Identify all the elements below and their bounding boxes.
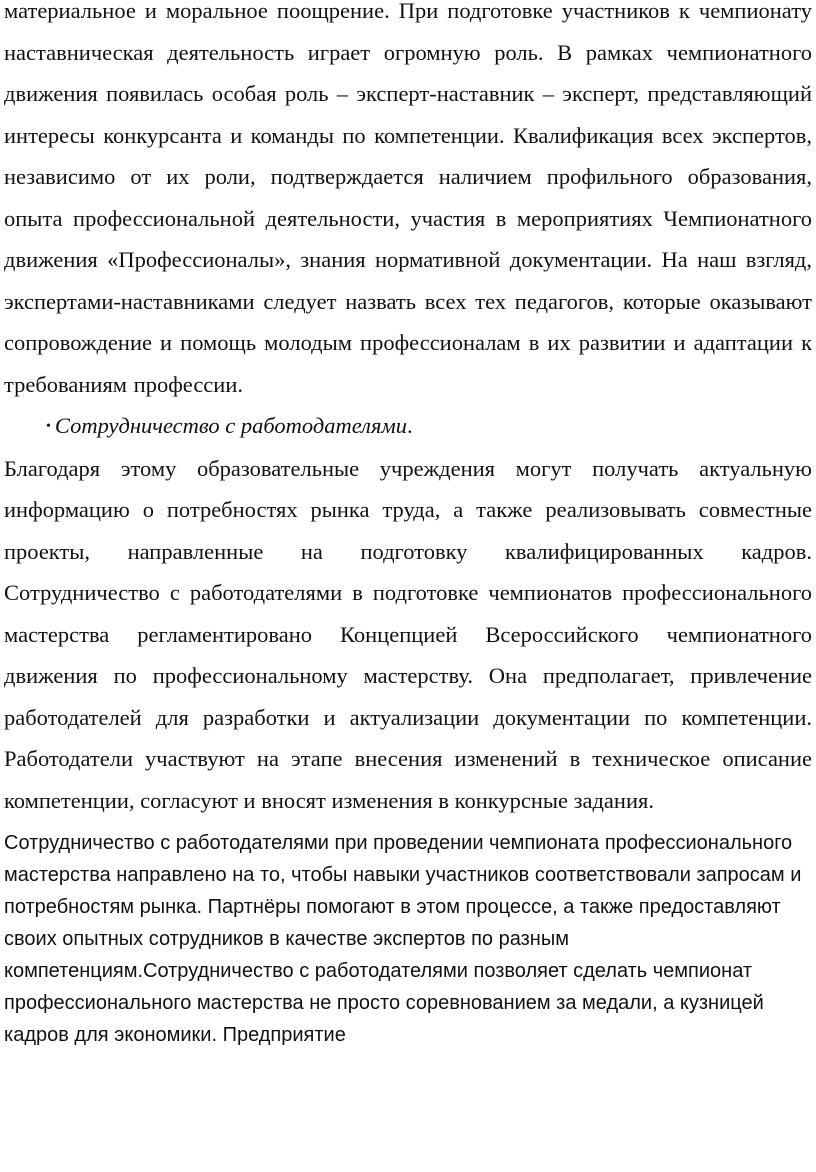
paragraph-expert-mentor: материальное и моральное поощрение. При подготовке участников к чемпионату наставническая деятельность играет огромную роль. В рамках чемпионатного движения появилась особая роль – эксперт-наставник – эксперт, представляющий интересы конкурсанта и команды по компетенции. Квалификация всех экспертов, независимо от их роли, подтверждается наличием профильного образования, опыта профессиональной деятельности, участия в мероприятиях Чемпионатного движения «Профессионалы», знания нормативной документации. На наш взгляд, экспертами-наставниками следует назвать всех тех педагогов, которые оказывают сопровождение и помощь молодым профессионалам в их развитии и адаптации к требованиям профессии. — [4, 0, 812, 397]
bullet-item-period: . — [407, 413, 413, 438]
paragraph-championship-partners: Сотрудничество с работодателями при проведении чемпионата профессионального мастерства направлено на то, чтобы навыки участников соответствовали запросам и потребностям рынка. Партнёры помогают в этом процессе, а также предоставляют своих опытных сотрудников в качестве экспертов по разным компетенциям.Сотрудничество с работодателями позволяет сделать чемпионат профессионального мастерства не просто соревнованием за медали, а кузницей кадров для экономики. Предприятие — [4, 832, 802, 1046]
bullet-icon: • — [46, 419, 51, 434]
paragraph-employers-cooperation: Благодаря этому образовательные учреждения могут получать актуальную информацию о потребностях рынка труда, а также реализовывать совместные проекты, направленные на подготовку квалифицированных кадров. Сотрудничество с работодателями в подготовке чемпионатов профессионального мастерства регламентировано Концепцией Всероссийского чемпионатного движения по профессиональному мастерству. Она предполагает, привлечение работодателей для разработки и актуализации документации по компетенции. Работодатели участвуют на этапе внесения изменений в техническое описание компетенции, согласуют и вносят изменения в конкурсные задания. — [4, 455, 812, 813]
bullet-item-label: Сотрудничество с работодателями — [54, 413, 408, 438]
bullet-item-cooperation — [0, 405, 816, 448]
